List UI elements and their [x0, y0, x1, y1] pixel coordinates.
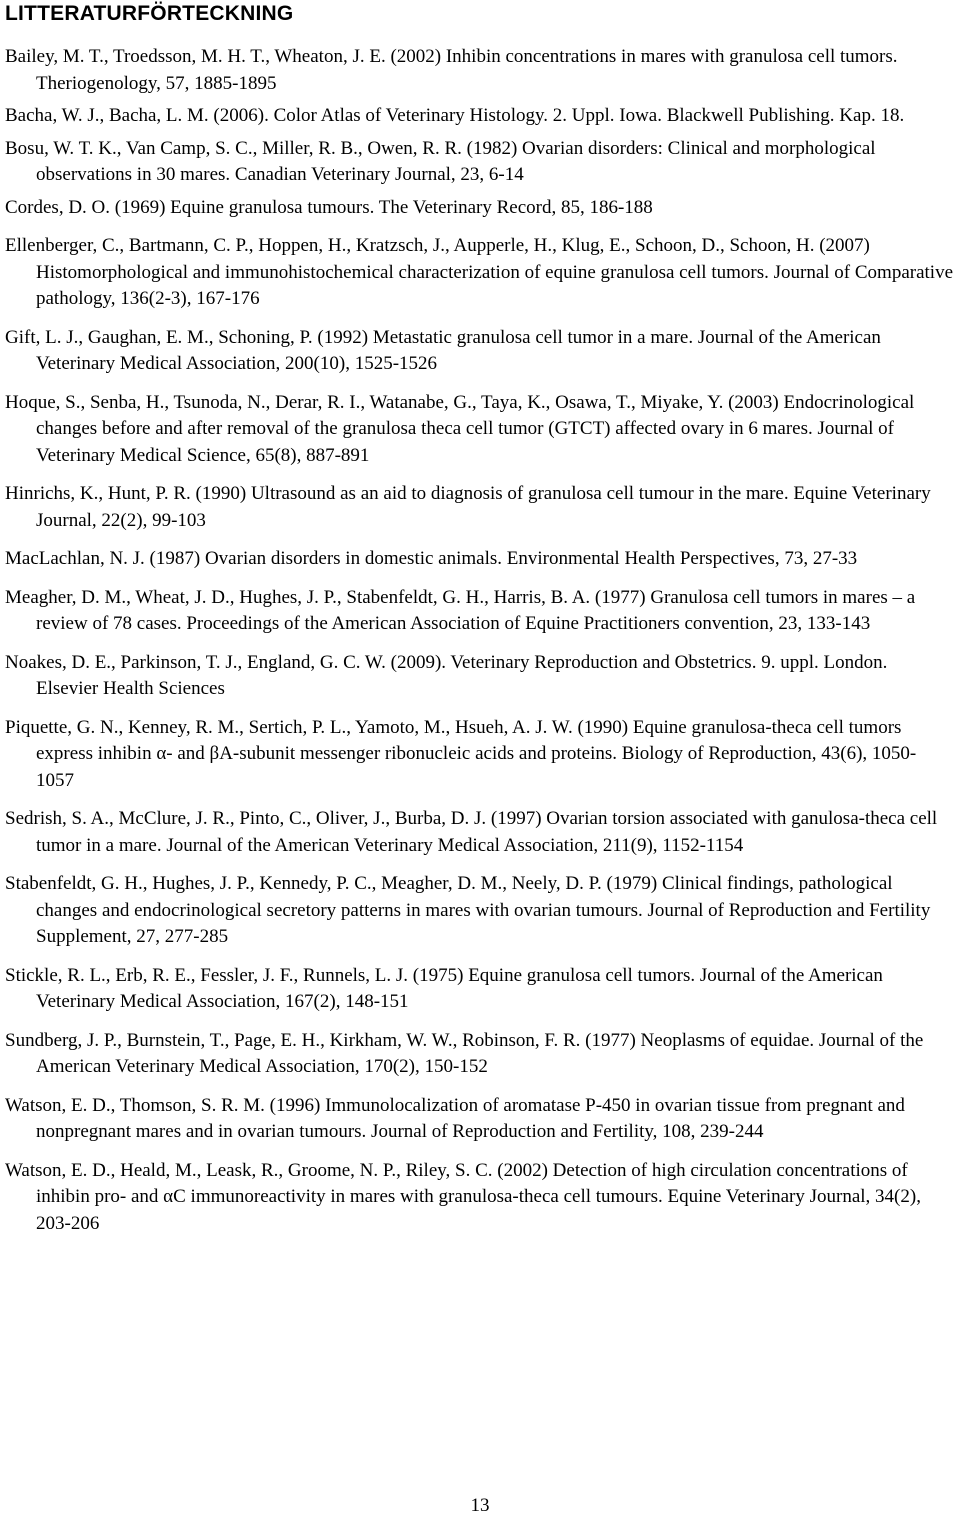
reference-item: Hinrichs, K., Hunt, P. R. (1990) Ultrasound as an aid to diagnosis of granulosa cell tumour in the mare. Equine Veterinary Journal, 22(2), 99-103 — [5, 483, 931, 531]
reference-item: Watson, E. D., Thomson, S. R. M. (1996) Immunolocalization of aromatase P-450 in ovarian tissue from pregnant and nonpregnant mares and in ovarian tumours. Journal of Reproduction and Fertility, 108, 239-244 — [5, 1094, 905, 1142]
reference-item: Bacha, W. J., Bacha, L. M. (2006). Color Atlas of Veterinary Histology. 2. Uppl. Iowa. Blackwell Publishing. Kap. 18. — [5, 105, 905, 126]
page-title: LITTERATURFÖRTECKNING — [5, 2, 294, 25]
reference-item: Sundberg, J. P., Burnstein, T., Page, E. H., Kirkham, W. W., Robinson, F. R. (1977) Neoplasms of equidae. Journal of the American Veterinary Medical Association, 170(2), 150-152 — [5, 1029, 924, 1077]
reference-item: Stabenfeldt, G. H., Hughes, J. P., Kennedy, P. C., Meagher, D. M., Neely, D. P. (1979) Clinical findings, pathological changes and endocrinological secretory patterns in mares with ovarian tumours. Journal of Reproduction and Fertility Supplement, 27, 277-285 — [5, 873, 931, 947]
reference-item: MacLachlan, N. J. (1987) Ovarian disorders in domestic animals. Environmental Health Perspectives, 73, 27-33 — [5, 548, 858, 569]
page-number: 13 — [470, 1495, 490, 1516]
reference-item: Stickle, R. L., Erb, R. E., Fessler, J. F., Runnels, L. J. (1975) Equine granulosa cell tumors. Journal of the American Veterinary Medical Association, 167(2), 148-151 — [5, 964, 883, 1012]
reference-item: Hoque, S., Senba, H., Tsunoda, N., Derar, R. I., Watanabe, G., Taya, K., Osawa, T., Miyake, Y. (2003) Endocrinological changes before and after removal of the granulosa theca cell tumor (GTCT) affected ovary in 6 mares. Journal of Veterinary Medical Science, 65(8), 887-891 — [5, 391, 915, 466]
reference-item: Watson, E. D., Heald, M., Leask, R., Groome, N. P., Riley, S. C. (2002) Detection of high circulation concentrations of inhibin pro- and αC immunoreactivity in mares with granulosa-theca cell tumours. Equine Veterinary Journal, 34(2), 203-206 — [5, 1159, 921, 1234]
reference-item: Piquette, G. N., Kenney, R. M., Sertich, P. L., Yamoto, M., Hsueh, A. J. W. (1990) Equine granulosa-theca cell tumors express inhibin α- and βA-subunit messenger ribonucleic acids and proteins. Biology of Reproduction, 43(6), 1050-1057 — [5, 716, 917, 791]
reference-item: Bailey, M. T., Troedsson, M. H. T., Wheaton, J. E. (2002) Inhibin concentrations in mares with granulosa cell tumors. Theriogenology, 57, 1885-1895 — [5, 46, 898, 94]
reference-item: Ellenberger, C., Bartmann, C. P., Hoppen, H., Kratzsch, J., Aupperle, H., Klug, E., Schoon, D., Schoon, H. (2007) Histomorphological and immunohistochemical characterization of equine granulosa cell tumors. Journal of Comparative pathology, 136(2-3), 167-176 — [5, 235, 954, 309]
reference-list — [5, 44, 954, 1237]
reference-item: Noakes, D. E., Parkinson, T. J., England, G. C. W. (2009). Veterinary Reproduction and Obstetrics. 9. uppl. London. Elsevier Health Sciences — [5, 651, 888, 699]
reference-item: Meagher, D. M., Wheat, J. D., Hughes, J. P., Stabenfeldt, G. H., Harris, B. A. (1977) Granulosa cell tumors in mares – a review of 78 cases. Proceedings of the American Association of Equine Practitioners convention, 23, 133-143 — [5, 586, 916, 634]
reference-item: Gift, L. J., Gaughan, E. M., Schoning, P. (1992) Metastatic granulosa cell tumor in a mare. Journal of the American Veterinary Medical Association, 200(10), 1525-1526 — [5, 326, 881, 374]
reference-item: Sedrish, S. A., McClure, J. R., Pinto, C., Oliver, J., Burba, D. J. (1997) Ovarian torsion associated with ganulosa-theca cell tumor in a mare. Journal of the American Veterinary Medical Association, 211(9), 1152-1154 — [5, 808, 938, 856]
reference-item: Cordes, D. O. (1969) Equine granulosa tumours. The Veterinary Record, 85, 186-188 — [5, 196, 653, 218]
reference-item: Bosu, W. T. K., Van Camp, S. C., Miller, R. B., Owen, R. R. (1982) Ovarian disorders: Clinical and morphological observations in 30 mares. Canadian Veterinary Journal, 23, 6-14 — [5, 137, 876, 185]
